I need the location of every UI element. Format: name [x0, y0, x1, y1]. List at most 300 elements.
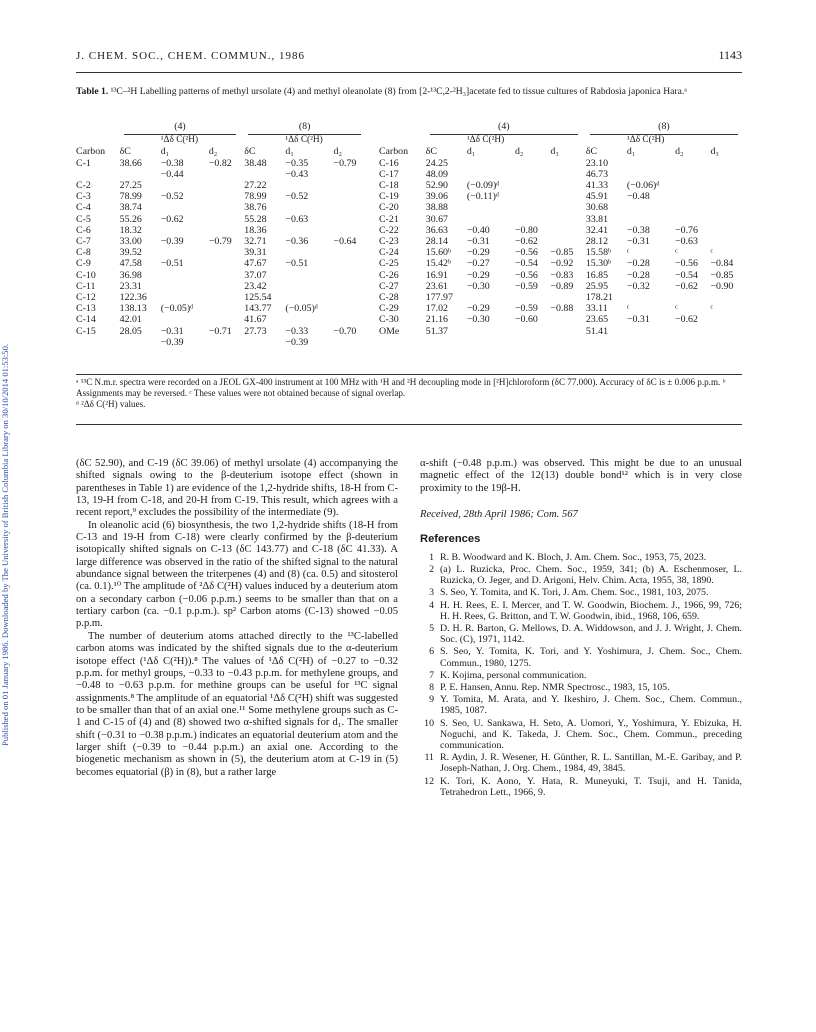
- reference-text: R. B. Woodward and K. Bloch, J. Am. Chem. Soc., 1953, 75, 2023.: [440, 551, 707, 563]
- table-cell: 52.90: [425, 180, 448, 192]
- table-cell: [207, 214, 242, 225]
- table-row: [74, 236, 744, 247]
- table-cell: −0.38: [160, 157, 184, 169]
- reference-item: [420, 670, 742, 681]
- table-cell: 21.16: [425, 314, 448, 326]
- table-cell: [283, 270, 331, 281]
- table-row: [74, 158, 744, 169]
- table-row: [74, 191, 744, 202]
- table-cell: [74, 337, 118, 348]
- table-body: [74, 158, 744, 348]
- table-cell: −0.39: [160, 236, 184, 248]
- table-cell: [207, 281, 242, 292]
- table-cell: −0.89: [550, 280, 574, 292]
- table-cell: [708, 180, 744, 191]
- table-cell: 28.12: [585, 236, 609, 248]
- table-cell: −0.56: [514, 269, 538, 281]
- table-cell: C-8: [76, 247, 91, 259]
- table-cell: −0.80: [514, 224, 538, 236]
- table-cell: −0.59: [514, 303, 538, 315]
- table-cell: −0.36: [285, 236, 309, 248]
- reference-number: 11: [424, 752, 434, 764]
- table-cell: C-23: [378, 236, 399, 248]
- table-cell: C-5: [76, 213, 91, 225]
- column-header: d₁: [466, 146, 476, 158]
- column-header: d₂: [675, 146, 684, 158]
- body-paragraph: α-shift (−0.48 p.p.m.) was observed. This might be due to an unusual magnetic effect of the 12(13) double bond¹² which is in very close proximity to the 19β-H.: [420, 458, 742, 494]
- table-cell: [332, 292, 367, 303]
- table-cell: [283, 180, 331, 191]
- reference-text: S. Seo, U. Sankawa, H. Seto, A. Uomori, Y., Yoshimura, Y. Ebizuka, H. Noguchi, and K. Takeda, J. Chem. Soc., Chem. Commun., preceding communication.: [440, 717, 742, 751]
- table-cell: [673, 169, 708, 180]
- table-row: [74, 314, 744, 325]
- reference-number: 10: [424, 717, 434, 729]
- table-cell: [283, 281, 331, 292]
- table-caption-text: ¹³C–²H Labelling patterns of methyl ursolate (4) and methyl oleanolate (8) from [2-¹³C,2-²H₃]acetate fed to tissue cultures of Rabdosia japonica Hara.ᵃ: [108, 86, 687, 97]
- reference-text: H. H. Rees, E. I. Mercer, and T. W. Goodwin, Biochem. J., 1966, 99, 726; H. H. Rees, G. Britton, and T. W. Goodwin, ibid., 1968, 106, 659.: [440, 599, 742, 622]
- right-column: [420, 458, 742, 799]
- reference-text: K. Kojima, personal communication.: [440, 669, 587, 681]
- table-cell: [74, 169, 118, 180]
- table-cell: −0.27: [466, 258, 490, 270]
- table-cell: 23.10: [585, 157, 609, 169]
- table-cell: ᶜ: [675, 247, 678, 259]
- table-cell: [625, 169, 673, 180]
- table-row: [74, 258, 744, 269]
- column-header: δC: [119, 146, 131, 158]
- table-cell: [625, 214, 673, 225]
- table-cell: [548, 292, 583, 303]
- download-watermark: Published on 01 January 1986. Downloaded by The University of British Columbia Library on 30/10/2014 01:53:50.: [0, 343, 10, 747]
- table-cell: 30.68: [585, 202, 609, 214]
- reference-item: [420, 718, 742, 752]
- table-cell: 23.42: [244, 280, 267, 292]
- table-row: [74, 180, 744, 191]
- table-cell: [513, 180, 548, 191]
- table-row: [74, 281, 744, 292]
- column-header: d₃: [710, 146, 719, 158]
- table-cell: [424, 337, 465, 348]
- group-header: (8): [584, 121, 744, 135]
- table-cell: [242, 337, 283, 348]
- footnote-a: ᵃ ¹³C N.m.r. spectra were recorded on a JEOL GX-400 instrument at 100 MHz with ¹H and ²H decoupling mode in [²H]chloroform (δC 77.000). Accuracy of δC is ± 0.006 p.p.m. ᵇ Assignments may be reversed. ᶜ These values were not obtained because of signal overlap.: [76, 377, 726, 398]
- column-header: d₁: [160, 146, 170, 158]
- table-cell: [708, 158, 744, 169]
- table-cell: −0.82: [208, 157, 232, 169]
- table-bottom-rule: [76, 374, 742, 375]
- reference-item: [420, 776, 742, 798]
- table-cell: C-17: [378, 168, 399, 180]
- table-cell: [207, 270, 242, 281]
- table-cell: [283, 292, 331, 303]
- table-cell: [332, 281, 367, 292]
- table-cell: C-26: [378, 269, 399, 281]
- table-cell: [548, 158, 583, 169]
- table-cell: [673, 191, 708, 202]
- table-cell: −0.29: [466, 303, 490, 315]
- group-header: (4): [118, 121, 243, 135]
- table-cell: 30.67: [425, 213, 448, 225]
- table-cell: [708, 337, 744, 348]
- reference-text: (a) L. Ruzicka, Proc. Chem. Soc., 1959, 341; (b) A. Eschenmoser, L. Ruzicka, O. Jeger, and D. Arigoni, Helv. Chim. Acta, 1955, 38, 1890.: [440, 563, 742, 587]
- table-cell: 28.14: [425, 236, 448, 248]
- table-cell: [207, 292, 242, 303]
- table-cell: ᶜ: [710, 247, 714, 259]
- table-cell: C-10: [76, 269, 96, 281]
- reference-text: R. Aydin, J. R. Wesener, H. Günther, R. L. Santillan, M.-E. Garibay, and P. Joseph-Nathan, J. Org. Chem., 1984, 49, 3845.: [440, 752, 742, 775]
- table-cell: [332, 202, 367, 213]
- table-cell: C-16: [378, 157, 399, 169]
- reference-number: 6: [429, 646, 434, 658]
- table-cell: 38.76: [244, 202, 267, 214]
- table-cell: [625, 326, 673, 337]
- table-cell: [513, 214, 548, 225]
- table-row: [74, 337, 744, 348]
- table-cell: −0.35: [285, 157, 309, 169]
- table-cell: [159, 202, 207, 213]
- table-cell: [283, 247, 331, 258]
- table-cell: C-25: [378, 258, 399, 270]
- page-number: 1143: [718, 48, 742, 62]
- table-cell: C-28: [378, 292, 399, 304]
- table-cell: C-11: [76, 280, 96, 292]
- table-cell: 47.67: [244, 258, 267, 270]
- table-cell: 23.61: [425, 280, 448, 292]
- table-cell: 36.63: [425, 224, 448, 236]
- table-cell: −0.70: [333, 325, 357, 337]
- table-cell: −0.33: [285, 325, 309, 337]
- table-cell: C-13: [76, 303, 96, 315]
- table-cell: [207, 303, 242, 314]
- table-cell: 23.65: [585, 314, 609, 326]
- table-cell: 37.07: [244, 269, 267, 281]
- table-cell: [332, 180, 367, 191]
- table-cell: −0.63: [675, 236, 698, 248]
- table-cell: 178.21: [585, 292, 613, 304]
- reference-text: Y. Tomita, M. Arata, and Y. Ikeshiro, J. Chem. Soc., Chem. Commun., 1985, 1087.: [440, 694, 742, 717]
- received-date: Received, 28th April 1986; Com. 567: [420, 509, 578, 521]
- table-footnotes: [76, 377, 742, 410]
- table-cell: −0.79: [333, 157, 357, 169]
- column-header: d₃: [550, 146, 559, 158]
- table-cell: −0.62: [675, 314, 698, 326]
- table-cell: ᶜ: [710, 303, 714, 315]
- table-cell: (−0.05)ᵈ: [285, 303, 318, 315]
- table-cell: −0.31: [160, 325, 184, 337]
- data-table: [74, 121, 744, 348]
- table-cell: [548, 225, 583, 236]
- reference-text: K. Tori, K. Aono, Y. Hata, R. Muneyuki, T. Tsuji, and H. Tanida, Tetrahedron Lett., 1966, 9.: [440, 775, 742, 798]
- table-cell: 28.05: [119, 325, 142, 337]
- table-cell: 32.41: [585, 224, 609, 236]
- table-row: [74, 202, 744, 213]
- table-cell: −0.90: [710, 280, 734, 292]
- reference-item: [420, 752, 742, 774]
- table-cell: [584, 337, 625, 348]
- table-cell: [465, 337, 513, 348]
- table-label: Table 1.: [76, 86, 109, 97]
- body-paragraph: The number of deuterium atoms attached directly to the ¹³C-labelled carbon atoms was indicated by the shifted signals due to the α-deuterium isotope effect (¹Δδ C(²H)).⁸ The values of ¹Δδ C(²H) of −0.27 to −0.32 p.p.m. for methyl groups, −0.33 to −0.43 p.p.m. for methylene groups, and −0.48 to −0.63 p.p.m. for methine groups can be useful for ¹³C signal assignments.⁸ The amplitude of an equatorial ¹Δδ C(²H) shift was suggested to be smaller than that of an axial one.¹¹ Some methylene groups such as C-1 and C-15 of (4) and (8) showed two α-shifted signals for d₁. The smaller shift (−0.31 to −0.38 p.p.m.) indicates an equatorial deuterium atom and the larger shift (−0.39 to −0.44 p.p.m.) an axial one. According to the biogenetic mechanism as shown in (5), the deuterium atom at C-19 in (5) becomes equatorial (β) in (8), but a rather large: [76, 630, 398, 778]
- table-cell: [548, 202, 583, 213]
- table-cell: [548, 326, 583, 337]
- table-cell: [207, 169, 242, 180]
- table-cell: [283, 202, 331, 213]
- table-cell: 45.91: [585, 191, 609, 203]
- table-cell: C-20: [378, 202, 399, 214]
- table-cell: 51.37: [425, 325, 448, 337]
- table-cell: [159, 225, 207, 236]
- table-cell: 38.88: [425, 202, 448, 214]
- table-group-header-row: [74, 121, 744, 135]
- table-cell: [708, 191, 744, 202]
- table-cell: (−0.11)ᵈ: [466, 191, 499, 203]
- table-column-header-row: [74, 146, 744, 157]
- table-cell: −0.43: [285, 168, 309, 180]
- table-row: [74, 225, 744, 236]
- table-cell: −0.51: [285, 258, 309, 270]
- table-cell: 25.95: [585, 280, 609, 292]
- table-row: [74, 270, 744, 281]
- table-cell: −0.56: [514, 247, 538, 259]
- table-cell: [465, 158, 513, 169]
- table-cell: 39.06: [425, 191, 448, 203]
- table-cell: [673, 326, 708, 337]
- table-cell: −0.40: [466, 224, 490, 236]
- table-cell: [625, 202, 673, 213]
- table-cell: [207, 202, 242, 213]
- table-cell: C-21: [378, 213, 399, 225]
- table-cell: (−0.05)ᵈ: [160, 303, 194, 315]
- table-cell: 38.66: [119, 157, 142, 169]
- table-cell: [207, 225, 242, 236]
- table-cell: [332, 225, 367, 236]
- group-header: (8): [242, 121, 367, 135]
- table-cell: 15.60ᵇ: [425, 247, 452, 259]
- table-row: [74, 303, 744, 314]
- table-cell: [207, 180, 242, 191]
- column-header: d₂: [333, 146, 342, 158]
- table-cell: 143.77: [244, 303, 272, 315]
- column-header: δC: [585, 146, 598, 158]
- references-list: [420, 552, 742, 798]
- table-cell: C-1: [76, 157, 91, 169]
- table-cell: C-14: [76, 314, 96, 326]
- table-cell: [708, 236, 744, 247]
- table-cell: [465, 292, 513, 303]
- table-cell: −0.54: [675, 269, 698, 281]
- table-cell: 38.74: [119, 202, 142, 214]
- delta-subheader: ¹Δδ C(²H): [285, 135, 323, 146]
- table-cell: C-12: [76, 292, 96, 304]
- table-cell: [207, 314, 242, 325]
- reference-number: 1: [429, 551, 434, 563]
- column-header: δC: [244, 146, 256, 158]
- table-cell: [673, 158, 708, 169]
- table-cell: −0.54: [514, 258, 538, 270]
- reference-item: [420, 694, 742, 716]
- table-cell: [513, 191, 548, 202]
- table-cell: C-24: [378, 247, 399, 259]
- table-cell: −0.29: [466, 269, 490, 281]
- table-cell: [118, 169, 159, 180]
- table-cell: [548, 337, 583, 348]
- table-cell: C-18: [378, 180, 399, 192]
- table-cell: −0.64: [333, 236, 357, 248]
- table-cell: −0.31: [466, 236, 490, 248]
- table-cell: 27.25: [119, 180, 142, 192]
- table-cell: [207, 258, 242, 269]
- footnote-d: ᵈ ²Δδ C(²H) values.: [76, 399, 146, 409]
- table-cell: [118, 337, 159, 348]
- table-cell: C-6: [76, 224, 91, 236]
- table-cell: [673, 180, 708, 191]
- table-row: [74, 326, 744, 337]
- table-cell: 78.99: [119, 191, 142, 203]
- table-cell: [332, 258, 367, 269]
- table-cell: −0.76: [675, 224, 698, 236]
- table-cell: 17.02: [425, 303, 448, 315]
- table-cell: 18.36: [244, 224, 267, 236]
- table-caption: [76, 86, 742, 98]
- table-cell: 39.31: [244, 247, 267, 259]
- reference-number: 5: [429, 622, 434, 634]
- table-cell: [708, 214, 744, 225]
- table-cell: −0.71: [208, 325, 232, 337]
- table-cell: [332, 303, 367, 314]
- table-cell: 51.41: [585, 325, 609, 337]
- table-cell: C-29: [378, 303, 399, 315]
- table-cell: −0.31: [626, 314, 650, 326]
- left-column: [76, 458, 398, 779]
- table-cell: [207, 247, 242, 258]
- table-cell: C-19: [378, 191, 399, 203]
- table-cell: 32.71: [244, 236, 267, 248]
- table-cell: −0.92: [550, 258, 574, 270]
- table-cell: (−0.09)ᵈ: [466, 180, 500, 192]
- table-cell: 33.11: [585, 303, 608, 315]
- table-cell: [465, 202, 513, 213]
- table-cell: ᶜ: [626, 303, 630, 315]
- reference-text: S. Seo, Y. Tomita, K. Tori, and Y. Yoshimura, J. Chem. Soc., Chem. Commun., 1980, 1275.: [440, 646, 742, 669]
- table-cell: [332, 191, 367, 202]
- table-cell: [708, 326, 744, 337]
- table-cell: 33.00: [119, 236, 142, 248]
- table-cell: −0.29: [466, 247, 490, 259]
- table-cell: 55.26: [119, 213, 142, 225]
- table-cell: −0.60: [514, 314, 538, 326]
- table-cell: [548, 236, 583, 247]
- table-cell: [625, 292, 673, 303]
- table-cell: ᶜ: [626, 247, 630, 259]
- table-cell: [159, 180, 207, 191]
- reference-item: [420, 564, 742, 586]
- reference-number: 9: [429, 694, 434, 706]
- table-cell: −0.38: [626, 224, 650, 236]
- table-cell: −0.62: [675, 280, 698, 292]
- table-cell: 15.30ᵇ: [585, 258, 612, 270]
- table-cell: −0.85: [550, 247, 574, 259]
- reference-text: P. E. Hansen, Annu. Rep. NMR Spectrosc., 1983, 15, 105.: [440, 681, 670, 693]
- reference-number: 2: [429, 563, 434, 575]
- table-cell: C-22: [378, 224, 399, 236]
- table-cell: C-9: [76, 258, 91, 270]
- table-row: [74, 214, 744, 225]
- table-cell: [708, 225, 744, 236]
- table-cell: [708, 202, 744, 213]
- table-cell: −0.63: [285, 213, 309, 225]
- table-cell: −0.59: [514, 280, 538, 292]
- table-cell: [673, 337, 708, 348]
- delta-subheader: ¹Δδ C(²H): [160, 135, 199, 146]
- table-cell: [465, 326, 513, 337]
- table-cell: 16.91: [425, 269, 448, 281]
- running-header: [76, 48, 742, 66]
- reference-number: 8: [429, 681, 434, 693]
- table-cell: 46.73: [585, 168, 609, 180]
- journal-title: J. CHEM. SOC., CHEM. COMMUN., 1986: [76, 50, 305, 62]
- table-cell: OMe: [378, 325, 400, 337]
- table-cell: −0.85: [710, 269, 734, 281]
- table-cell: C-15: [76, 325, 96, 337]
- table-cell: −0.84: [710, 258, 734, 270]
- table-cell: 33.81: [585, 213, 609, 225]
- reference-item: [420, 587, 742, 598]
- table-cell: [673, 292, 708, 303]
- table-cell: −0.28: [626, 258, 650, 270]
- table-cell: 138.13: [119, 303, 147, 315]
- column-header: d₂: [208, 146, 218, 158]
- body-paragraph: (δC 52.90), and C-19 (δC 39.06) of methyl ursolate (4) accompanying the shifted signals owing to the β-deuterium isotope effect (shown in parentheses in Table 1) are evidence of the 1,2-hydride shifts, 18-H from C-13, 19-H from C-18, and 20-H from C-19. This result, which agrees with a recent report,⁹ excludes the possibility of the intermediate (9).: [76, 458, 398, 519]
- table-cell: [242, 169, 283, 180]
- group-header: (4): [424, 121, 584, 135]
- table-cell: −0.62: [160, 213, 184, 225]
- reference-item: [420, 682, 742, 693]
- column-header: Carbon: [378, 146, 409, 158]
- reference-text: S. Seo, Y. Tomita, and K. Tori, J. Am. Chem. Soc., 1981, 103, 2075.: [440, 587, 709, 599]
- column-header: d₁: [285, 146, 294, 158]
- table-cell: [548, 180, 583, 191]
- table-cell: −0.30: [466, 280, 490, 292]
- table-cell: −0.51: [160, 258, 184, 270]
- table-cell: −0.32: [626, 280, 650, 292]
- table-subheader-row: [74, 135, 744, 146]
- table-cell: −0.79: [208, 236, 232, 248]
- table-cell: [548, 314, 583, 325]
- table-cell: 122.36: [119, 292, 147, 304]
- reference-item: [420, 646, 742, 668]
- table-cell: [625, 337, 673, 348]
- table-cell: 18.32: [119, 224, 142, 236]
- column-header: Carbon: [76, 146, 106, 158]
- table-cell: [332, 337, 367, 348]
- table-cell: C-4: [76, 202, 91, 214]
- footnote-rule: [76, 424, 742, 425]
- table-cell: C-3: [76, 191, 91, 203]
- table-cell: [367, 337, 424, 348]
- table-cell: −0.88: [550, 303, 574, 315]
- table-cell: −0.39: [285, 336, 309, 348]
- table-cell: 24.25: [425, 157, 448, 169]
- table-cell: −0.83: [550, 269, 574, 281]
- table-cell: 41.67: [244, 314, 267, 326]
- table-cell: [673, 202, 708, 213]
- reference-number: 3: [429, 587, 434, 599]
- table-cell: −0.62: [514, 236, 538, 248]
- table-cell: ᶜ: [675, 303, 678, 315]
- table-cell: [513, 169, 548, 180]
- reference-item: [420, 600, 742, 622]
- table-cell: 48.09: [425, 168, 448, 180]
